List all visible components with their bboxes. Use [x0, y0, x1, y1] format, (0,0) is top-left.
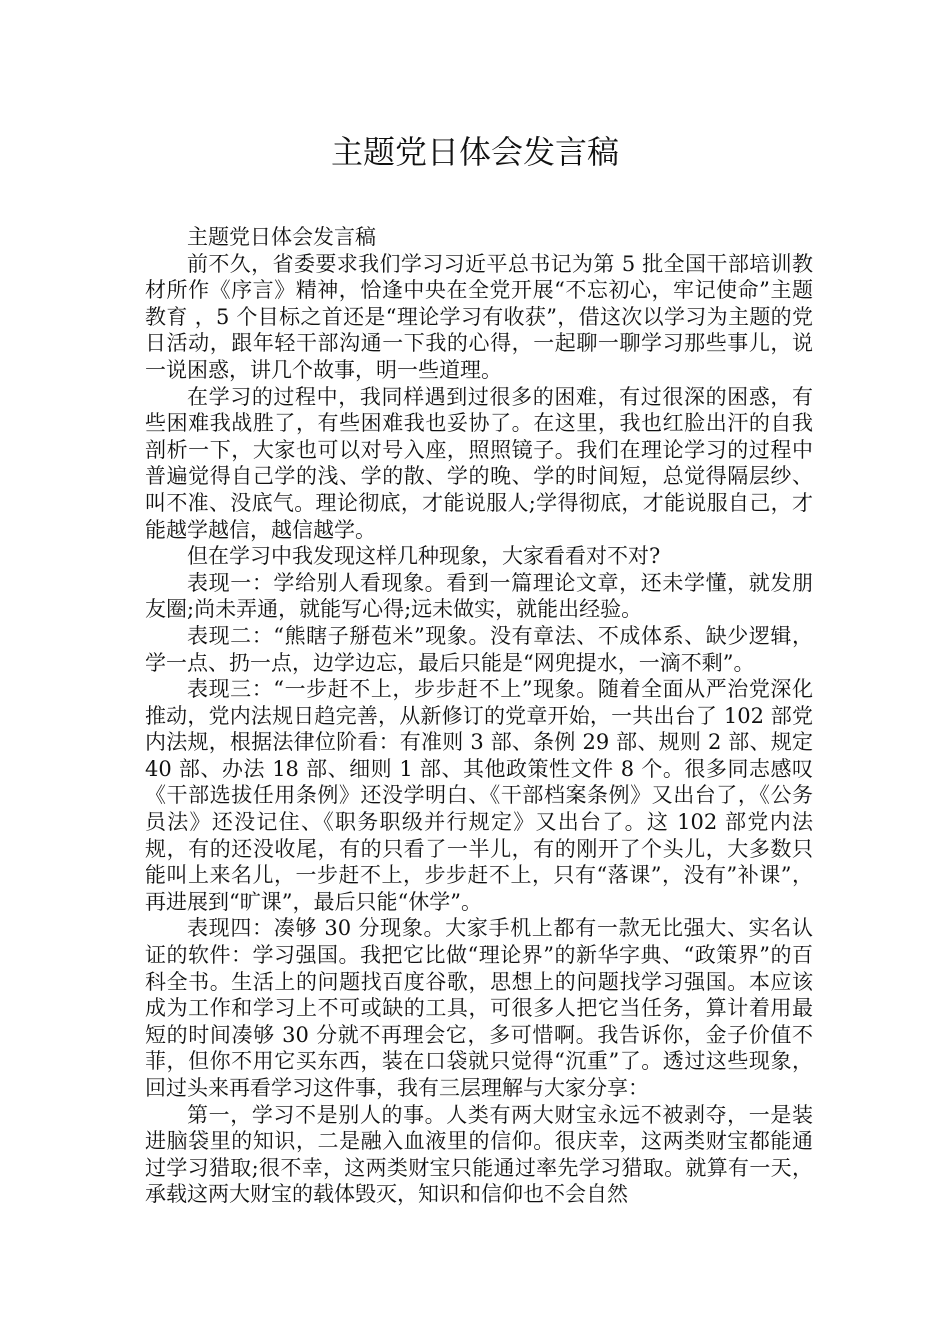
paragraph-phenomenon-2: 表现二：“熊瞎子掰苞米”现象。没有章法、不成体系、缺少逻辑，学一点、扔一点，边学边忘，最后只能是“网兜提水，一滴不剩”。 [145, 623, 813, 675]
paragraph-difficulties: 在学习的过程中，我同样遇到过很多的困难，有过很深的困惑，有些困难我战胜了，有些困难我也妥协了。在这里，我也红脸出汗的自我剖析一下，大家也可以对号入座，照照镜子。我们在理论学习的过程中普遍觉得自己学的浅、学的散、学的晚、学的时间短，总觉得隔层纱、叫不准、没底气。理论彻底，才能说服人;学得彻底，才能说服自己，才能越学越信，越信越学。 [145, 384, 813, 542]
document-title: 主题党日体会发言稿 [330, 133, 619, 171]
paragraph-phenomenon-1: 表现一：学给别人看现象。看到一篇理论文章，还未学懂，就发朋友圈;尚未弄通，就能写心得;远未做实，就能出经验。 [145, 570, 813, 622]
paragraph-subtitle: 主题党日体会发言稿 [187, 225, 376, 249]
paragraph-question: 但在学习中我发现这样几种现象，大家看看对不对? [187, 544, 661, 569]
paragraph-phenomenon-4: 表现四：凑够 30 分现象。大家手机上都有一款无比强大、实名认证的软件：学习强国。我把它比做“理论界”的新华字典、“政策界”的百科全书。生活上的问题找百度谷歌，思想上的问题找学习强国。本应该成为工作和学习上不可或缺的工具，可很多人把它当任务，算计着用最短的时间凑够 30 分就不再理会它，多可惜啊。我告诉你，金子价值不菲，但你不用它买东西，装在口袋就只觉得“沉重”了。透过这些现象，回过头来再看学习这件事，我有三层理解与大家分享： [145, 916, 813, 1100]
paragraph-intro: 前不久，省委要求我们学习习近平总书记为第 5 批全国干部培训教材所作《序言》精神，恰逢中央在全党开展“不忘初心，牢记使命”主题教育 ，5 个目标之首还是“理论学习有收获”，借这次以学习为主题的党日活动，跟年轻干部沟通一下我的心得，一起聊一聊学习那些事儿，说一说困惑，讲几个故事，明一些道理。 [145, 251, 813, 382]
paragraph-point-1: 第一，学习不是别人的事。人类有两大财宝永远不被剥夺，一是装进脑袋里的知识，二是融入血液里的信仰。很庆幸，这两类财宝都能通过学习猎取;很不幸，这两类财宝只能通过率先学习猎取。就算有一天，承载这两大财宝的载体毁灭，知识和信仰也不会自然 [145, 1102, 813, 1207]
paragraph-phenomenon-3: 表现三：“一步赶不上，步步赶不上”现象。随着全面从严治党深化推动，党内法规日趋完善，从新修订的党章开始，一共出台了 102 部党内法规，根据法律位阶看：有准则 3 部、条例 29 部、规则 2 部、规定 40 部、办法 18 部、细则 1 部、其他政策性文件 8 个。很多同志感叹《干部选拔任用条例》还没学明白、《干部档案条例》又出台了，《公务员法》还没记住、《职务职级并行规定》又出台了。这 102 部党内法规，有的还没收尾，有的只看了一半儿，有的刚开了个头儿，大多数只能叫上来名儿，一步赶不上，步步赶不上，只有“落课”，没有”补课”，再进展到“旷课”，最后只能“休学”。 [145, 677, 813, 914]
document-body [145, 224, 813, 1208]
